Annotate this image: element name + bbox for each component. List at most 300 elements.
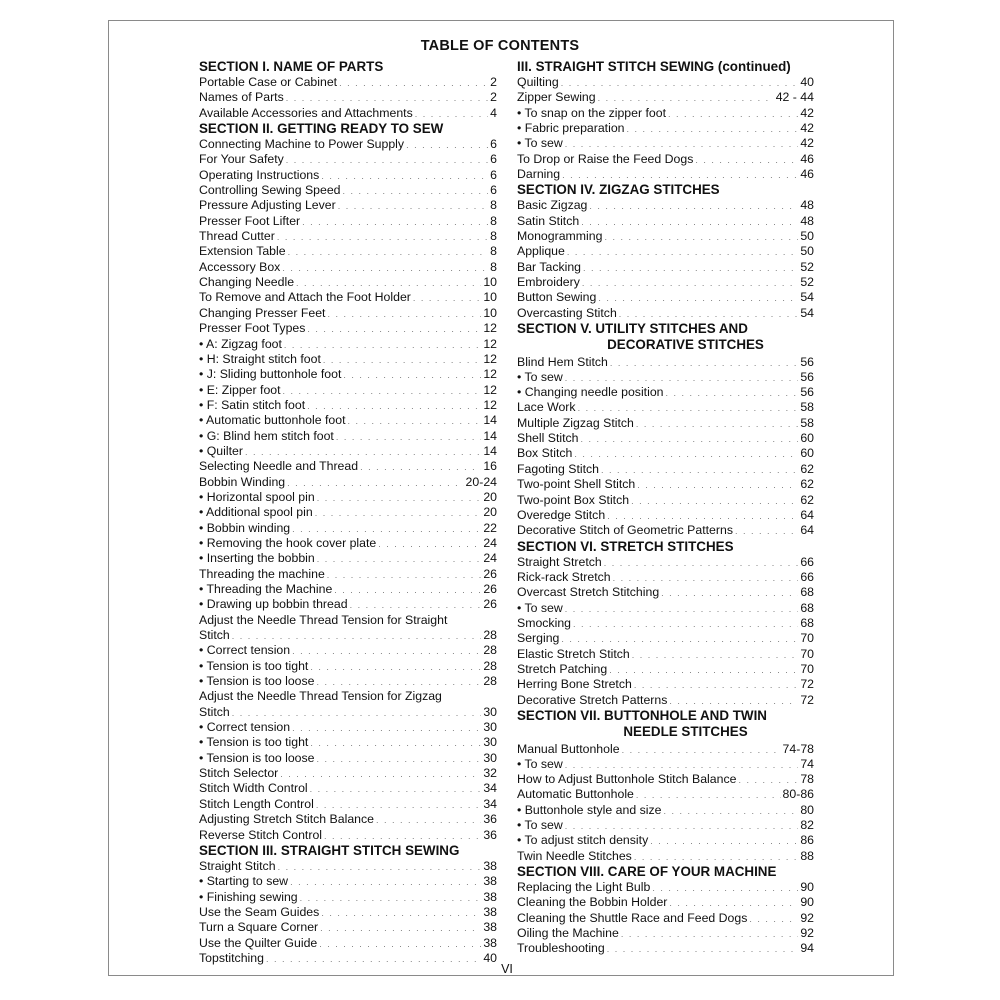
dot-leader — [287, 476, 463, 491]
dot-leader — [574, 447, 798, 462]
page-number: VI — [501, 962, 513, 976]
toc-entry-page: 42 — [800, 121, 814, 136]
toc-entry-label: Basic Zigzag — [517, 198, 588, 213]
toc-entry-page: 64 — [800, 523, 814, 538]
toc-entry — [199, 337, 497, 352]
dot-leader — [320, 921, 481, 936]
toc-entry-label: Button Sewing — [517, 290, 597, 305]
dot-leader — [636, 788, 781, 803]
dot-leader — [565, 602, 799, 617]
toc-entry-page: 16 — [483, 459, 497, 474]
toc-entry-label: Bar Tacking — [517, 259, 582, 274]
toc-entry-page: 72 — [800, 692, 814, 707]
toc-entry-label: Connecting Machine to Power Supply — [199, 137, 405, 152]
toc-entry-page: 8 — [490, 244, 497, 259]
toc-entry-page: 38 — [483, 889, 497, 904]
toc-entry-label: • Automatic buttonhole foot — [199, 413, 346, 428]
toc-entry-label: • Tension is too loose — [199, 750, 315, 765]
toc-entry-page: 30 — [483, 750, 497, 765]
toc-entry-label: • E: Zipper foot — [199, 382, 281, 397]
toc-entry — [199, 260, 497, 275]
toc-entry-page: 8 — [490, 259, 497, 274]
toc-entry-page: 20 — [483, 505, 497, 520]
toc-entry-page: 38 — [483, 935, 497, 950]
toc-entry-label: Adjust the Needle Thread Tension for Straight — [199, 612, 448, 627]
toc-entry — [517, 353, 814, 370]
toc-entry-page: 62 — [800, 461, 814, 476]
dot-leader — [749, 912, 798, 927]
dot-leader — [283, 384, 482, 399]
section-heading-text: SECTION V. UTILITY STITCHES AND — [517, 321, 748, 337]
toc-entry-page: 40 — [483, 950, 497, 965]
toc-entry-label: Lace Work — [517, 400, 576, 415]
dot-leader — [666, 386, 799, 401]
toc-entry-label: Overedge Stitch — [517, 507, 606, 522]
toc-entry-page: 8 — [490, 213, 497, 228]
dot-leader — [636, 417, 798, 432]
dot-leader — [581, 215, 798, 230]
toc-entry-label: Straight Stitch — [199, 858, 276, 873]
toc-entry-label: Elastic Stretch Stitch — [517, 646, 630, 661]
toc-entry-page: 60 — [800, 446, 814, 461]
toc-entry — [199, 582, 497, 597]
toc-entry-page: 80 — [800, 802, 814, 817]
toc-entry — [199, 490, 497, 505]
toc-entry — [517, 833, 814, 848]
toc-entry — [199, 413, 497, 428]
dot-leader — [343, 184, 489, 199]
toc-entry — [199, 735, 497, 750]
dot-leader — [245, 445, 481, 460]
toc-entry-label: • F: Satin stitch foot — [199, 397, 306, 412]
toc-entry — [517, 446, 814, 461]
dot-leader — [316, 798, 481, 813]
toc-entry-label: Herring Bone Stretch — [517, 677, 632, 692]
toc-entry-label: • To sew — [517, 600, 563, 615]
toc-entry-label: • Inserting the bobbin — [199, 551, 315, 566]
toc-entry-label: Box Stitch — [517, 446, 573, 461]
toc-entry — [517, 508, 814, 523]
toc-entry — [517, 911, 814, 926]
toc-entry-label: Stitch Width Control — [199, 781, 308, 796]
dot-leader — [634, 850, 798, 865]
toc-entry-label: Presser Foot Lifter — [199, 213, 301, 228]
dot-leader — [578, 401, 799, 416]
toc-entry — [517, 631, 814, 646]
dot-leader — [338, 199, 488, 214]
dot-leader — [292, 644, 481, 659]
toc-entry-page: 66 — [800, 569, 814, 584]
dot-leader — [668, 107, 798, 122]
dot-leader — [286, 91, 488, 106]
dot-leader — [317, 752, 482, 767]
toc-entry — [199, 536, 497, 551]
dot-leader — [339, 76, 488, 91]
toc-right-column — [517, 59, 814, 957]
toc-entry-label: Zipper Sewing — [517, 90, 596, 105]
toc-entry-page: 26 — [483, 582, 497, 596]
dot-leader — [565, 758, 799, 773]
section-heading-text: SECTION II. GETTING READY TO SEW — [199, 121, 444, 137]
toc-entry — [199, 674, 497, 689]
toc-entry-label: • To sew — [517, 817, 563, 832]
toc-entry — [199, 890, 497, 905]
dot-leader — [307, 322, 481, 337]
toc-entry-page: 42 — [800, 136, 814, 151]
toc-entry-page: 80-86 — [782, 787, 814, 802]
toc-entry — [199, 828, 497, 843]
dot-leader — [607, 509, 798, 524]
toc-entry-label: Stitch — [199, 628, 230, 643]
section-heading — [517, 59, 814, 75]
toc-entry — [517, 772, 814, 787]
toc-entry-label: To Drop or Raise the Feed Dogs — [517, 151, 694, 166]
toc-entry-page: 12 — [483, 321, 497, 336]
dot-leader — [321, 169, 488, 184]
toc-entry-label: • Threading the Machine — [199, 582, 333, 596]
toc-entry-page: 10 — [483, 305, 497, 320]
toc-entry — [517, 693, 814, 708]
toc-entry-page: 14 — [483, 413, 497, 428]
dot-leader — [323, 353, 481, 368]
toc-entry-label: Serging — [517, 631, 560, 646]
dot-leader — [565, 819, 799, 834]
dot-leader — [284, 338, 481, 353]
toc-entry-label: Controlling Sewing Speed — [199, 183, 341, 198]
toc-entry-page: 30 — [483, 704, 497, 719]
dot-leader — [360, 460, 481, 475]
toc-entry-label: Presser Foot Types — [199, 321, 306, 336]
toc-entry-label: Multiple Zigzag Stitch — [517, 415, 634, 430]
toc-entry-page: 6 — [490, 183, 497, 198]
dot-leader — [581, 432, 799, 447]
toc-entry — [517, 555, 814, 570]
toc-entry-page: 70 — [800, 661, 814, 676]
toc-entry-page: 50 — [800, 229, 814, 244]
toc-entry-label: • Buttonhole style and size — [517, 802, 662, 817]
dot-leader — [310, 782, 482, 797]
toc-entry — [199, 475, 497, 490]
toc-entry-page: 38 — [483, 920, 497, 935]
toc-entry-page: 42 - 44 — [775, 90, 814, 105]
section-heading-text: NEEDLE STITCHES — [623, 723, 748, 739]
toc-entry — [199, 398, 497, 413]
dot-leader — [632, 648, 799, 663]
toc-entry — [517, 75, 814, 90]
dot-leader — [652, 881, 798, 896]
toc-entry-page: 50 — [800, 244, 814, 259]
toc-entry-label: Changing Needle — [199, 275, 295, 290]
toc-entry — [199, 751, 497, 766]
dot-leader — [598, 291, 798, 306]
toc-entry-label: Stitch Selector — [199, 766, 279, 781]
toc-entry-label: Darning — [517, 167, 561, 182]
toc-entry-label: Monogramming — [517, 229, 603, 244]
dot-leader — [637, 478, 798, 493]
toc-entry-page: 70 — [800, 646, 814, 661]
toc-entry-label: • A: Zigzag foot — [199, 336, 282, 351]
toc-entry — [517, 895, 814, 910]
toc-entry — [517, 462, 814, 477]
dot-leader — [288, 245, 489, 260]
toc-entry-page: 12 — [483, 351, 497, 366]
toc-entry — [517, 493, 814, 508]
toc-entry-page: 46 — [800, 167, 814, 182]
toc-entry-page: 68 — [800, 600, 814, 615]
toc-entry — [199, 75, 497, 90]
dot-leader — [609, 663, 798, 678]
toc-entry — [199, 90, 497, 105]
toc-entry-label: • Tension is too loose — [199, 674, 315, 689]
dot-leader — [573, 617, 798, 632]
toc-entry-page: 64 — [800, 507, 814, 522]
dot-leader — [413, 291, 481, 306]
toc-entry — [199, 521, 497, 536]
toc-entry — [517, 803, 814, 818]
toc-entry-page: 90 — [800, 879, 814, 894]
dot-leader — [307, 399, 481, 414]
toc-entry-page: 12 — [483, 336, 497, 351]
toc-entry — [517, 416, 814, 431]
dot-leader — [562, 168, 798, 183]
dot-leader — [282, 261, 488, 276]
toc-entry-page: 14 — [483, 428, 497, 443]
dot-leader — [613, 571, 799, 586]
toc-entry — [199, 659, 497, 674]
toc-entry-page: 36 — [483, 812, 497, 827]
toc-entry — [199, 168, 497, 183]
toc-entry-label: Quilting — [517, 75, 559, 89]
toc-entry-label: For Your Safety — [199, 152, 284, 167]
toc-entry-page: 38 — [483, 874, 497, 889]
toc-entry-page: 12 — [483, 367, 497, 382]
toc-entry-label: • Horizontal spool pin — [199, 489, 315, 504]
toc-entry — [199, 290, 497, 305]
toc-entry-label: Adjust the Needle Thread Tension for Zigzag — [199, 689, 442, 704]
toc-entry-label: • Tension is too tight — [199, 735, 309, 750]
toc-entry-label: How to Adjust Buttonhole Stitch Balance — [517, 771, 737, 786]
toc-entry-page: 6 — [490, 152, 497, 167]
toc-entry-label: Stretch Patching — [517, 661, 608, 676]
dot-leader — [310, 660, 481, 675]
toc-entry-page: 20 — [483, 489, 497, 504]
dot-leader — [601, 463, 798, 478]
toc-entry-page: 82 — [800, 817, 814, 832]
toc-entry — [517, 229, 814, 244]
toc-entry-page: 78 — [800, 771, 814, 786]
toc-entry — [517, 198, 814, 213]
dot-leader — [327, 307, 481, 322]
toc-entry — [199, 920, 497, 935]
toc-entry-label: • Quilter — [199, 443, 243, 458]
toc-entry-page: 54 — [800, 290, 814, 305]
toc-entry — [517, 477, 814, 492]
toc-entry — [517, 370, 814, 385]
dot-leader — [621, 927, 798, 942]
toc-entry-page: 74-78 — [782, 741, 814, 756]
toc-entry-label: • To sew — [517, 136, 563, 151]
dot-leader — [567, 245, 798, 260]
toc-left-column — [199, 59, 497, 966]
toc-entry-page: 58 — [800, 400, 814, 415]
toc-entry-page: 88 — [800, 848, 814, 863]
toc-entry-label: Threading the machine — [199, 566, 325, 581]
toc-entry — [199, 705, 497, 720]
toc-entry-label: Shell Stitch — [517, 431, 579, 446]
toc-entry-page: 92 — [800, 926, 814, 940]
section-heading-text: SECTION IV. ZIGZAG STITCHES — [517, 182, 720, 198]
toc-entry — [517, 601, 814, 616]
toc-entry — [517, 662, 814, 677]
toc-entry — [199, 505, 497, 520]
toc-entry-page: 72 — [800, 677, 814, 692]
toc-entry-label: Decorative Stretch Patterns — [517, 692, 668, 707]
toc-entry-label: Cleaning the Shuttle Race and Feed Dogs — [517, 910, 748, 925]
toc-entry-label: Reverse Stitch Control — [199, 827, 323, 842]
dot-leader — [738, 773, 798, 788]
section-heading — [199, 843, 497, 859]
dot-leader — [561, 632, 798, 647]
toc-entry-label: Bobbin Winding — [199, 474, 286, 489]
toc-entry — [199, 244, 497, 259]
toc-entry-page: 28 — [483, 643, 497, 658]
toc-entry-label: Overcasting Stitch — [517, 305, 617, 320]
toc-entry-page: 66 — [800, 554, 814, 569]
dot-leader — [232, 629, 482, 644]
toc-entry-page: 86 — [800, 833, 814, 848]
toc-entry — [517, 306, 814, 321]
toc-entry-label: Replacing the Light Bulb — [517, 879, 651, 894]
dot-leader — [607, 942, 799, 957]
section-heading — [517, 864, 814, 880]
toc-entry-page: 34 — [483, 781, 497, 796]
toc-entry — [199, 459, 497, 474]
toc-entry-page: 30 — [483, 735, 497, 750]
dot-leader — [348, 414, 482, 429]
dot-leader — [378, 537, 481, 552]
toc-entry — [199, 551, 497, 566]
dot-leader — [317, 491, 482, 506]
toc-entry — [517, 677, 814, 692]
toc-entry-page: 26 — [483, 597, 497, 612]
toc-entry-label: Fagoting Stitch — [517, 461, 600, 476]
toc-entry-label: • Starting to sew — [199, 874, 289, 889]
toc-entry-page: 52 — [800, 275, 814, 290]
dot-leader — [277, 230, 488, 245]
toc-entry — [517, 136, 814, 151]
toc-entry-label: To Remove and Attach the Foot Holder — [199, 290, 411, 305]
dot-leader — [324, 829, 481, 844]
toc-entry-page: 58 — [800, 415, 814, 430]
section-heading-text: SECTION VIII. CARE OF YOUR MACHINE — [517, 863, 777, 879]
toc-entry — [199, 198, 497, 213]
dot-leader — [650, 834, 798, 849]
toc-entry-label: Thread Cutter — [199, 229, 275, 244]
toc-entry-label: • Finishing sewing — [199, 889, 298, 904]
toc-entry-label: Rick-rack Stretch — [517, 569, 611, 584]
dot-leader — [319, 937, 481, 952]
toc-entry-continued — [199, 689, 497, 704]
toc-entry — [517, 818, 814, 833]
dot-leader — [302, 215, 488, 230]
toc-entry — [199, 321, 497, 336]
dot-leader — [663, 804, 798, 819]
toc-entry-label: Adjusting Stretch Stitch Balance — [199, 812, 374, 827]
dot-leader — [296, 276, 481, 291]
toc-entry-page: 28 — [483, 628, 497, 643]
toc-entry — [517, 616, 814, 631]
toc-entry — [199, 812, 497, 827]
toc-entry — [517, 167, 814, 182]
toc-entry-page: 36 — [483, 827, 497, 842]
toc-entry — [199, 275, 497, 290]
dot-leader — [415, 107, 488, 122]
toc-entry — [199, 905, 497, 920]
toc-entry — [517, 740, 814, 757]
toc-entry-label: • Bobbin winding — [199, 520, 291, 535]
section-heading — [517, 337, 814, 353]
dot-leader — [561, 76, 799, 91]
toc-entry-label: Troubleshooting — [517, 941, 605, 956]
toc-entry — [199, 797, 497, 812]
toc-entry-label: Stitch — [199, 704, 230, 719]
toc-entry-label: • J: Sliding buttonhole foot — [199, 367, 342, 382]
toc-entry-label: • Correct tension — [199, 720, 291, 735]
dot-leader — [669, 694, 798, 709]
toc-entry — [199, 152, 497, 167]
toc-entry — [517, 400, 814, 415]
toc-entry — [199, 106, 497, 121]
toc-entry — [199, 597, 497, 612]
section-heading — [517, 724, 814, 740]
toc-entry-page: 94 — [800, 941, 814, 956]
toc-entry — [199, 567, 497, 582]
toc-entry-page: 60 — [800, 431, 814, 446]
toc-entry — [199, 781, 497, 796]
toc-entry-page: 10 — [483, 275, 497, 290]
toc-entry-page: 62 — [800, 492, 814, 507]
toc-entry — [199, 643, 497, 658]
dot-leader — [286, 153, 488, 168]
toc-entry-page: 24 — [483, 535, 497, 550]
toc-entry-page: 52 — [800, 259, 814, 274]
toc-entry — [199, 720, 497, 735]
toc-entry-page: 30 — [483, 720, 497, 735]
dot-leader — [317, 675, 482, 690]
dot-leader — [300, 891, 482, 906]
dot-leader — [280, 767, 481, 782]
toc-entry-label: Use the Quilter Guide — [199, 935, 318, 950]
toc-entry-page: 14 — [483, 443, 497, 458]
section-heading-text: SECTION I. NAME OF PARTS — [199, 59, 384, 74]
dot-leader — [695, 153, 798, 168]
toc-entry-label: Names of Parts — [199, 90, 284, 105]
toc-entry — [517, 757, 814, 772]
toc-entry — [517, 570, 814, 585]
toc-entry — [517, 880, 814, 895]
section-heading — [517, 539, 814, 555]
toc-entry-label: Two-point Shell Stitch — [517, 477, 636, 492]
toc-entry-label: Selecting Needle and Thread — [199, 459, 359, 474]
toc-entry-label: • To sew — [517, 756, 563, 771]
toc-entry-page: 32 — [483, 766, 497, 781]
toc-entry-page: 24 — [483, 551, 497, 566]
toc-entry-page: 26 — [483, 566, 497, 581]
toc-entry-page: 2 — [490, 90, 497, 105]
toc-entry — [199, 367, 497, 382]
dot-leader — [582, 276, 798, 291]
toc-entry-label: • Additional spool pin — [199, 505, 313, 520]
